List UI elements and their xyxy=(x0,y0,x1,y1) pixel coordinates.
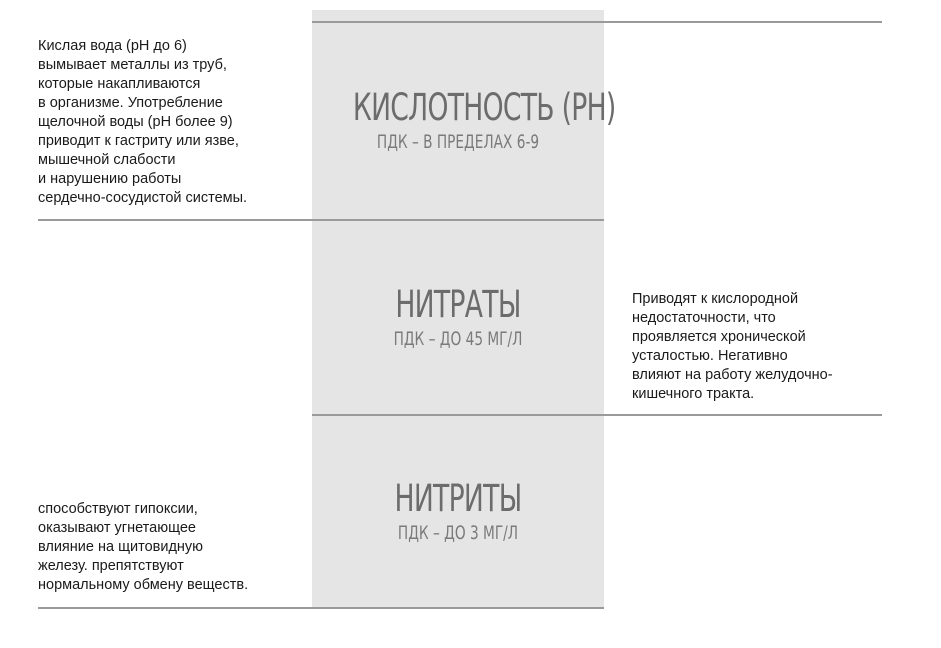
row-nitrites xyxy=(312,477,604,545)
nitrites-title: НИТРИТЫ xyxy=(394,477,522,520)
divider-bottom xyxy=(38,607,604,609)
nitrites-description: способствуют гипоксии, оказывают угнетающее влияние на щитовидную железу. препятствуют нормальному обмену веществ. xyxy=(38,501,249,593)
divider-row2-bottom xyxy=(312,414,882,416)
nitrates-title: НИТРАТЫ xyxy=(395,283,521,326)
row-acidity xyxy=(312,86,616,154)
divider-row1-bottom xyxy=(38,219,604,221)
acidity-title: КИСЛОТНОСТЬ (PH) xyxy=(352,86,616,129)
divider-top-right xyxy=(312,21,882,23)
nitrates-limit: ПДК – ДО 45 МГ/Л xyxy=(393,328,523,350)
nitrites-limit: ПДК – ДО 3 МГ/Л xyxy=(397,522,519,544)
acidity-description: Кислая вода (рН до 6) вымывает металлы из труб, которые накапливаются в организме. Употребление щелочной воды (рН более 9) приводит к гастриту или язве, мышечной слабости и нарушению работы сердечно-сосудистой системы. xyxy=(38,38,248,206)
nitrates-description: Приводят к кислородной недостаточности, что проявляется хронической усталостью. Негативно влияют на работу желудочно- кишечного тракта. xyxy=(632,291,833,402)
row-nitrates xyxy=(312,283,604,351)
acidity-limit: ПДК – В ПРЕДЕЛАХ 6-9 xyxy=(376,131,540,153)
